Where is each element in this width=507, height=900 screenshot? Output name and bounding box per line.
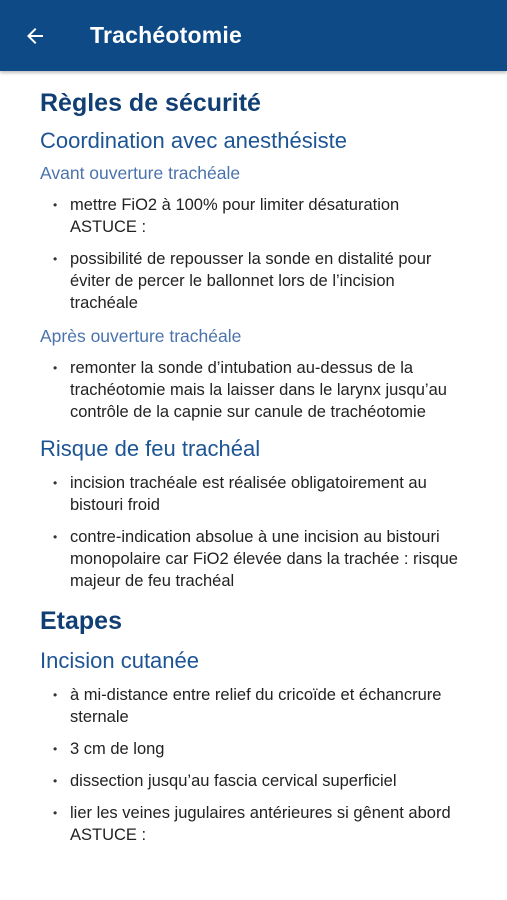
app-bar	[0, 0, 507, 71]
list-item-text: remonter la sonde d’intubation au-dessus de la trachéotomie mais la laisser dans le larynx jusqu’au contrôle de la capnie sur canule de trachéotomie	[70, 359, 447, 421]
list-item-text: incision trachéale est réalisée obligatoirement au bistouri froid	[70, 474, 427, 514]
list-item-text: contre-indication absolue à une incision au bistouri monopolaire car FiO2 élevée dans la trachée : risque majeur de feu trachéal	[70, 528, 458, 590]
astuce-label: ASTUCE :	[70, 826, 147, 844]
page-title: Trachéotomie	[90, 22, 242, 48]
arrow-back-icon	[23, 24, 47, 48]
list-item	[40, 472, 467, 516]
bullet-icon: •	[53, 688, 58, 702]
bullet-icon: •	[53, 774, 58, 788]
bullet-icon: •	[53, 476, 58, 490]
subsection-title-feu: Risque de feu trachéal	[40, 436, 261, 461]
list-item	[40, 248, 467, 314]
bullet-list	[40, 684, 467, 846]
bullet-icon: •	[53, 530, 58, 544]
list-item	[40, 194, 467, 238]
bullet-list	[40, 472, 467, 592]
section-heading-etapes: Etapes	[40, 607, 122, 635]
back-button[interactable]	[0, 0, 70, 71]
list-item-text: dissection jusqu’au fascia cervical superficiel	[70, 772, 397, 790]
list-item	[40, 770, 467, 792]
section-heading-regles: Règles de sécurité	[40, 89, 261, 117]
bullet-list	[40, 194, 467, 314]
astuce-label: ASTUCE :	[70, 218, 147, 236]
list-item-text: 3 cm de long	[70, 740, 165, 758]
list-item	[40, 802, 467, 846]
list-item	[40, 684, 467, 728]
list-item	[40, 738, 467, 760]
article-content[interactable]	[0, 71, 507, 900]
bullet-icon: •	[53, 361, 58, 375]
list-item	[40, 357, 467, 423]
list-item-text: possibilité de repousser la sonde en distalité pour éviter de percer le ballonnet lors de l’incision trachéale	[70, 250, 432, 312]
bullet-icon: •	[53, 742, 58, 756]
subsection-title-coordination: Coordination avec anesthésiste	[40, 128, 347, 153]
group-title-apres: Après ouverture trachéale	[40, 326, 242, 346]
bullet-icon: •	[53, 806, 58, 820]
list-item-text: lier les veines jugulaires antérieures si gênent abord	[70, 804, 451, 822]
list-item-text: à mi-distance entre relief du cricoïde et échancrure sternale	[70, 686, 442, 726]
list-item-text: mettre FiO2 à 100% pour limiter désaturation	[70, 196, 400, 214]
bullet-icon: •	[53, 252, 58, 266]
subsection-title-incision: Incision cutanée	[40, 648, 199, 673]
group-title-avant: Avant ouverture trachéale	[40, 163, 241, 183]
list-item	[40, 526, 467, 592]
bullet-icon: •	[53, 198, 58, 212]
bullet-list	[40, 357, 467, 423]
